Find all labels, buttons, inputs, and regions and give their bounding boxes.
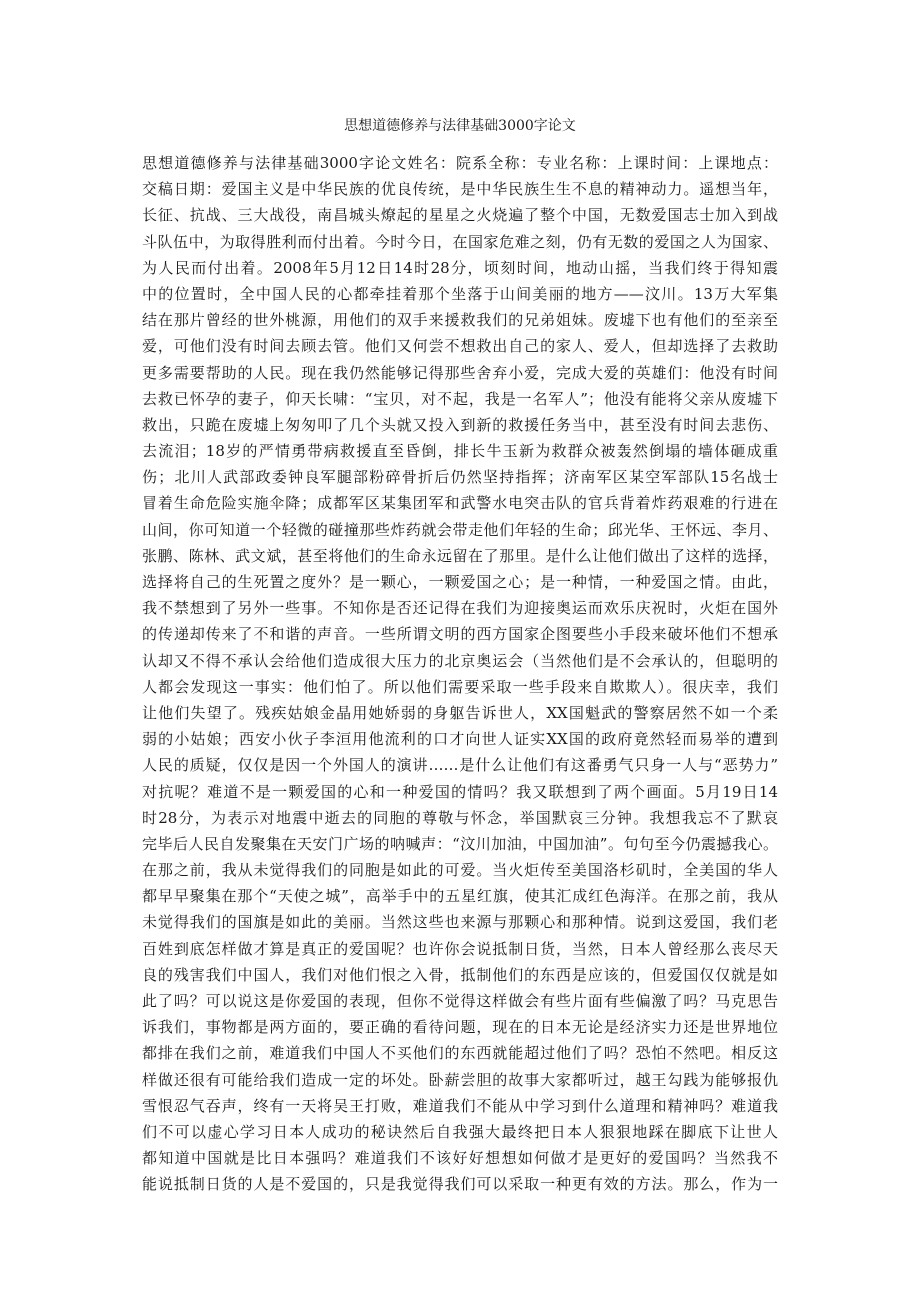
body-line: 张鹏、陈林、武文斌，甚至将他们的生命永远留在了那里。是什么让他们做出了这样的选择，: [142, 546, 778, 565]
body-line: 百姓到底怎样做才算是真正的爱国呢？也许你会说抵制日货，当然，日本人曾经那么丧尽天: [142, 939, 778, 958]
body-line: 思想道德修养与法律基础3000字论文姓名：院系全称：专业名称：上课时间：上课地点：: [142, 154, 778, 172]
body-line: 选择将自己的生死置之度外？是一颗心，一颗爱国之心；是一种情，一种爱国之情。由此，: [142, 573, 778, 591]
body-line: 在那之前，我从未觉得我们的同胞是如此的可爱。当火炬传至美国洛杉矶时，全美国的华人: [142, 861, 778, 880]
body-line: 雪恨忍气吞声，终有一天将吴王打败，难道我们不能从中学习到什么道理和精神吗？难道我: [142, 1096, 778, 1115]
body-line: 斗队伍中，为取得胜利而付出着。今时今日，在国家危难之刻，仍有无数的爱国之人为国家、: [142, 232, 778, 251]
body-line: 对抗呢？难道不是一颗爱国的心和一种爱国的情吗？我又联想到了两个画面。5月19日14: [142, 782, 778, 801]
body-line: 们不可以虚心学习日本人成功的秘诀然后自我强大最终把日本人狠狠地踩在脚底下让世人: [142, 1122, 778, 1141]
body-line: 都排在我们之前，难道我们中国人不买他们的东西就能超过他们了吗？恐怕不然吧。相反这: [142, 1044, 778, 1063]
body-line: 能说抵制日货的人是不爱国的，只是我觉得我们可以采取一种更有效的方法。那么，作为一: [142, 1175, 778, 1194]
body-line: 爱，可他们没有时间去顾去管。他们又何尝不想救出自己的家人、爱人，但却选择了去救助: [142, 337, 778, 356]
body-line: 良的残害我们中国人，我们对他们恨之入骨，抵制他们的东西是应该的，但爱国仅仅就是如: [142, 965, 778, 984]
body-line: 为人民而付出着。2008年5月12日14时28分，顷刻时间，地动山摇，当我们终于得知震: [142, 258, 778, 277]
body-line: 人都会发现这一事实：他们怕了。所以他们需要采取一些手段来自欺欺人）。很庆幸，我们: [142, 677, 778, 696]
body-line: 长征、抗战、三大战役，南昌城头燎起的星星之火烧遍了整个中国，无数爱国志士加入到战: [142, 206, 778, 225]
body-line: 去流泪；18岁的严情勇带病救援直至昏倒，排长牛玉新为救群众被轰然倒塌的墙体砸成重: [142, 442, 778, 461]
body-line: 让他们失望了。残疾姑娘金晶用她娇弱的身躯告诉世人，XX国魁武的警察居然不如一个柔: [142, 703, 778, 722]
document-title: 思想道德修养与法律基础3000字论文: [344, 118, 576, 134]
body-line: 更多需要帮助的人民。现在我仍然能够记得那些舍弃小爱，完成大爱的英雄们：他没有时间: [142, 363, 778, 382]
body-line: 诉我们，事物都是两方面的，要正确的看待问题，现在的日本无论是经济实力还是世界地位: [142, 1018, 778, 1037]
body-line: 未觉得我们的国旗是如此的美丽。当然这些也来源与那颗心和那种情。说到这爱国，我们老: [142, 913, 778, 932]
body-line: 伤；北川人武部政委钟良军腿部粉碎骨折后仍然坚持指挥；济南军区某空军部队15名战士: [142, 468, 778, 487]
body-line: 交稿日期：爱国主义是中华民族的优良传统，是中华民族生生不息的精神动力。遥想当年，: [142, 180, 778, 199]
body-line: 都知道中国就是比日本强吗？难道我们不该好好想想如何做才是更好的爱国吗？当然我不: [142, 1149, 778, 1168]
body-line: 时28分，为表示对地震中逝去的同胞的尊敬与怀念，举国默哀三分钟。我想我忘不了默哀: [142, 808, 778, 827]
body-line: 中的位置时，全中国人民的心都牵挂着那个坐落于山间美丽的地方——汶川。13万大军集: [142, 284, 778, 303]
body-line: 此了吗？可以说这是你爱国的表现，但你不觉得这样做会有些片面有些偏激了吗？马克思告: [142, 992, 778, 1010]
body-line: 弱的小姑娘；西安小伙子李洹用他流利的口才向世人证实XX国的政府竟然轻而易举的遭到: [142, 730, 778, 749]
body-line: 样做还很有可能给我们造成一定的坏处。卧薪尝胆的故事大家都听过，越王勾践为能够报仇: [142, 1070, 778, 1089]
body-line: 完毕后人民自发聚集在天安门广场的呐喊声：“汶川加油，中国加油”。句句至今仍震撼我心。: [142, 834, 778, 853]
body-line: 都早早聚集在那个“天使之城”，高举手中的五星红旗，使其汇成红色海洋。在那之前，我从: [142, 887, 778, 906]
body-line: 结在那片曾经的世外桃源，用他们的双手来援救我们的兄弟姐妹。废墟下也有他们的至亲至: [142, 311, 778, 330]
document-body: [142, 150, 778, 1198]
body-line: 冒着生命危险实施伞降；成都军区某集团军和武警水电突击队的官兵背着炸药艰难的行进在: [142, 494, 778, 513]
body-line: 人民的质疑，仅仅是因一个外国人的演讲……是什么让他们有这番勇气只身一人与“恶势力”: [142, 756, 778, 775]
body-line: 认却又不得不承认会给他们造成很大压力的北京奥运会（当然他们是不会承认的，但聪明的: [142, 651, 778, 670]
body-line: 山间，你可知道一个轻微的碰撞那些炸药就会带走他们年轻的生命；邱光华、王怀远、李月、: [142, 520, 778, 539]
body-line: 去救已怀孕的妻子，仰天长啸：“宝贝，对不起，我是一名军人”；他没有能将父亲从废墟下: [142, 389, 778, 408]
body-line: 我不禁想到了另外一些事。不知你是否还记得在我们为迎接奥运而欢乐庆祝时，火炬在国外: [142, 599, 778, 618]
body-line: 救出，只跪在废墟上匆匆叩了几个头就又投入到新的救援任务当中，甚至没有时间去悲伤、: [142, 415, 778, 434]
body-line: 的传递却传来了不和谐的声音。一些所谓文明的西方国家企图要些小手段来破坏他们不想承: [142, 625, 778, 644]
